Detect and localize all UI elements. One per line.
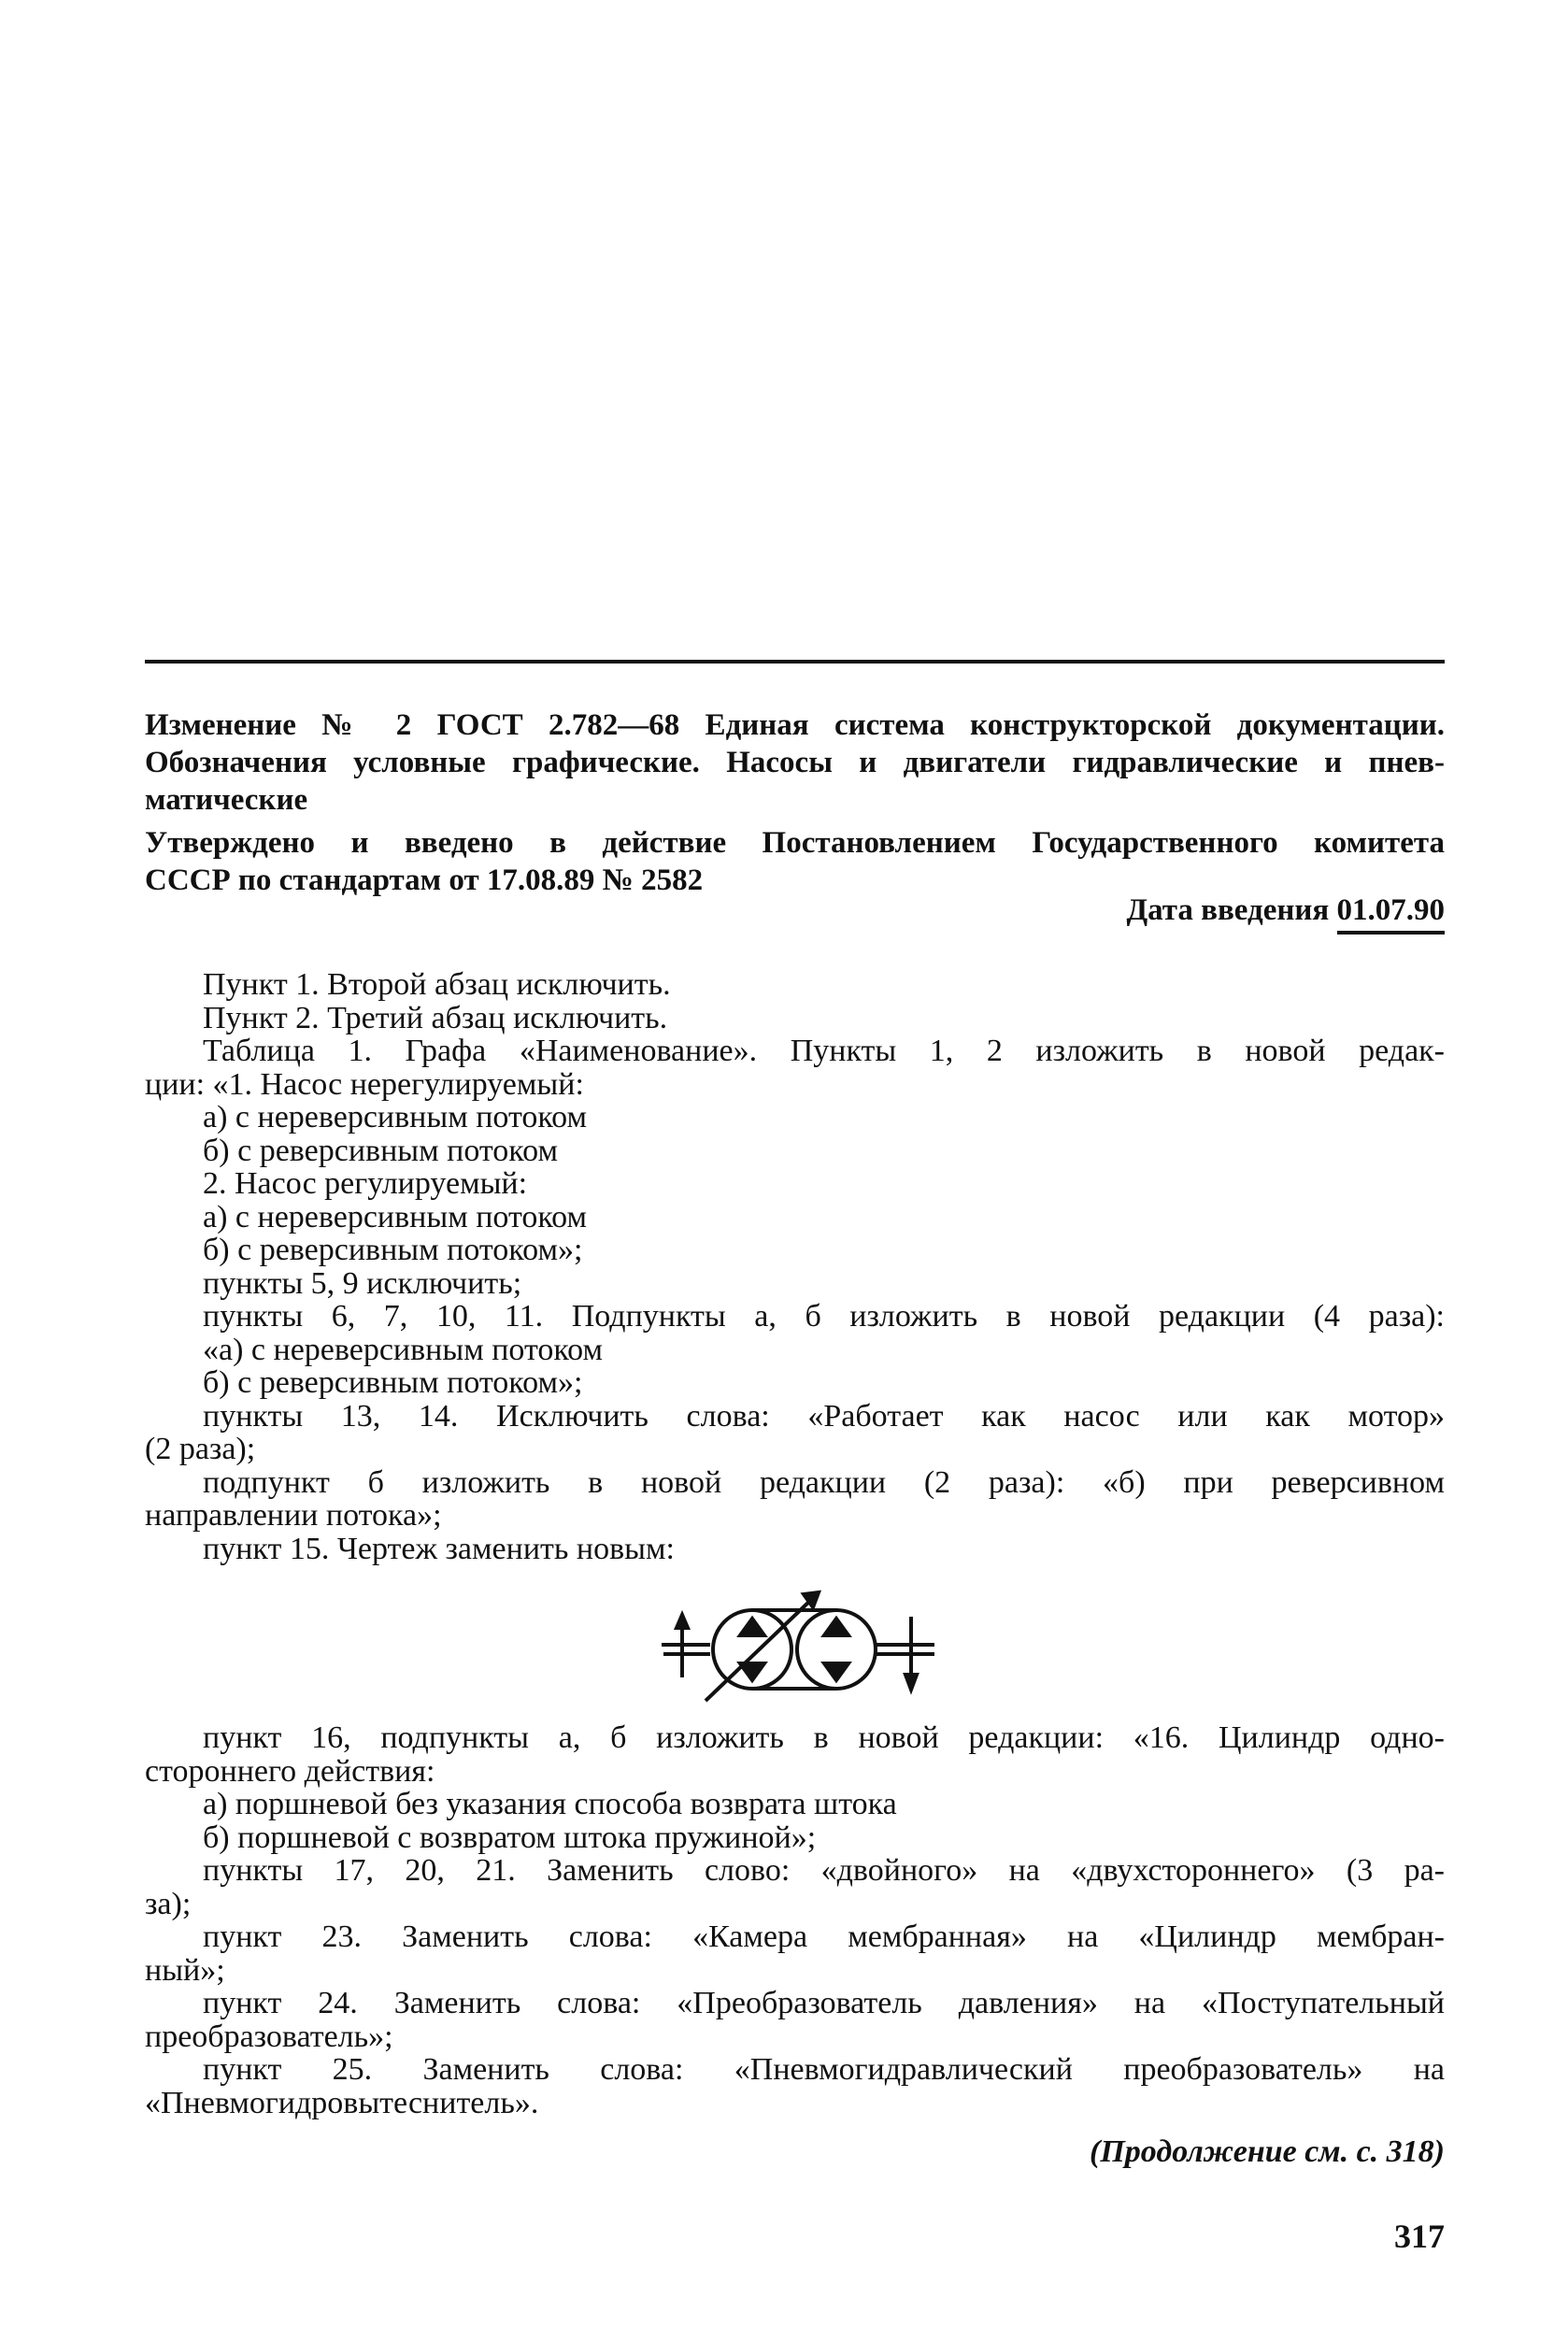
body-line: б) с реверсивным потоком — [203, 1133, 558, 1168]
body-text-continued — [145, 1721, 1445, 2119]
continuation-note: (Продолжение см. с. 318) — [1090, 2134, 1445, 2169]
body-line: пункты 13, 14. Исключить слова: «Работает как насос или как мотор» — [203, 1398, 1445, 1434]
body-line: стороннего действия: — [145, 1753, 435, 1789]
title-line: Изменение № 2 ГОСТ 2.782—68 Единая система конструкторской документации. — [145, 708, 1445, 742]
date-value: 01.07.90 — [1337, 892, 1446, 935]
body-line: (2 раза); — [145, 1432, 256, 1466]
body-line: пункт 25. Заменить слова: «Пневмогидравлический преобразователь» на — [203, 2052, 1445, 2087]
body-line: пункты 6, 7, 10, 11. Подпункты а, б изложить в новой редакции (4 раза): — [203, 1299, 1445, 1334]
amendment-title — [145, 706, 1445, 819]
body-line: б) с реверсивным потоком»; — [203, 1233, 583, 1267]
body-line: Пункт 1. Второй абзац исключить. — [203, 967, 671, 1002]
approval-line: СССР по стандартам от 17.08.89 № 2582 — [145, 863, 704, 897]
body-line: пункт 15. Чертеж заменить новым: — [203, 1531, 675, 1566]
body-line: пункт 23. Заменить слова: «Камера мембранная» на «Цилиндр мембран- — [203, 1919, 1445, 1954]
body-line: пункт 16, подпункты а, б изложить в новой редакции: «16. Цилиндр одно- — [203, 1720, 1445, 1755]
body-line: 2. Насос регулируемый: — [203, 1166, 528, 1201]
title-line: матические — [145, 783, 308, 817]
body-line: а) поршневой без указания способа возврата штока — [203, 1787, 897, 1821]
title-line: Обозначения условные графические. Насосы и двигатели гидравлические и пнев- — [145, 746, 1445, 779]
body-text — [145, 968, 1445, 1565]
body-line: ции: «1. Насос нерегулируемый: — [145, 1066, 584, 1102]
body-line: за); — [145, 1886, 192, 1921]
pump-motor-symbol-icon — [654, 1589, 944, 1710]
body-line: пункты 5, 9 исключить; — [203, 1265, 522, 1301]
body-line: а) с нереверсивным потоком — [203, 1100, 588, 1134]
top-rule — [145, 660, 1445, 663]
body-line: б) с реверсивным потоком»; — [203, 1365, 583, 1400]
body-line: ный»; — [145, 1952, 225, 1988]
approval-line: Утверждено и введено в действие Постановлением Государственного комитета — [145, 826, 1445, 860]
effective-date — [1126, 892, 1445, 935]
body-line: пункт 24. Заменить слова: «Преобразователь давления» на «Поступательный — [203, 1986, 1445, 2020]
body-line: направлении потока»; — [145, 1498, 442, 1533]
page-number: 317 — [1394, 2218, 1445, 2255]
body-line: преобразователь»; — [145, 2019, 393, 2054]
date-label: Дата введения — [1126, 893, 1330, 927]
body-line: «а) с нереверсивным потоком — [203, 1332, 604, 1367]
approval-note — [145, 824, 1445, 899]
body-line: подпункт б изложить в новой редакции (2 раза): «б) при реверсивном — [203, 1464, 1445, 1500]
body-line: Пункт 2. Третий абзац исключить. — [203, 1000, 668, 1035]
body-line: б) поршневой с возвратом штока пружиной»; — [203, 1819, 817, 1855]
body-line: Таблица 1. Графа «Наименование». Пункты 1, 2 изложить в новой редак- — [203, 1034, 1445, 1068]
body-line: а) с нереверсивным потоком — [203, 1199, 588, 1234]
body-line: «Пневмогидровытеснитель». — [145, 2085, 539, 2120]
body-line: пункты 17, 20, 21. Заменить слово: «двойного» на «двухстороннего» (3 ра- — [203, 1853, 1445, 1888]
